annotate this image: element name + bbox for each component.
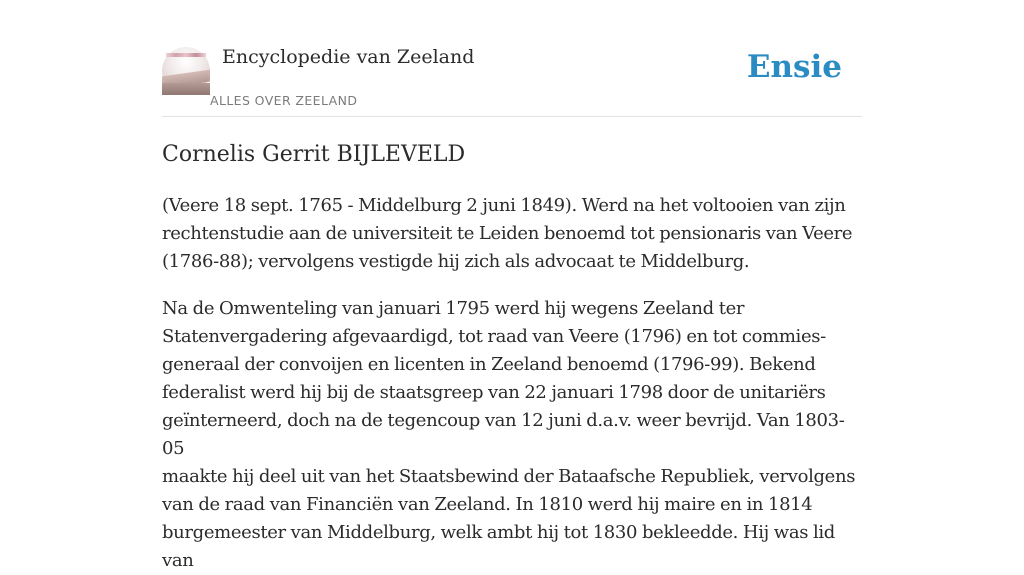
site-header <box>162 44 862 117</box>
paragraph-line: generaal der convoijen en licenten in Zeeland benoemd (1796-99). Bekend <box>162 354 816 375</box>
paragraph-line: rechtenstudie aan de universiteit te Leiden benoemd tot pensionaris van Veere <box>162 223 853 244</box>
article-content <box>162 138 862 575</box>
paragraph-line: burgemeester van Middelburg, welk ambt hij tot 1830 bekleedde. Hij was lid van <box>162 522 835 571</box>
paragraph-line: (Veere 18 sept. 1765 - Middelburg 2 juni 1849). Werd na het voltooien van zijn <box>162 195 846 216</box>
article-paragraph <box>162 192 862 276</box>
article-paragraph <box>162 295 862 575</box>
site-tagline: ALLES OVER ZEELAND <box>210 93 358 108</box>
paragraph-line: geïnterneerd, doch na de tegencoup van 12 juni d.a.v. weer bevrijd. Van 1803-05 <box>162 410 845 459</box>
avatar-detail <box>166 53 206 57</box>
paragraph-line: Statenvergadering afgevaardigd, tot raad van Veere (1796) en tot commies- <box>162 326 826 347</box>
avatar-detail <box>162 83 210 95</box>
paragraph-line: Na de Omwenteling van januari 1795 werd hij wegens Zeeland ter <box>162 298 745 319</box>
paragraph-line: federalist werd hij bij de staatsgreep van 22 januari 1798 door de unitariërs <box>162 382 826 403</box>
paragraph-line: maakte hij deel uit van het Staatsbewind der Bataafsche Republiek, vervolgens <box>162 466 856 487</box>
site-title-link[interactable]: Encyclopedie van Zeeland <box>222 46 475 68</box>
site-logo-avatar[interactable] <box>162 47 210 95</box>
page-title: Cornelis Gerrit BIJLEVELD <box>162 142 466 167</box>
paragraph-line: van de raad van Financiën van Zeeland. In 1810 werd hij maire en in 1814 <box>162 494 813 515</box>
ensie-brand-logo[interactable]: Ensie <box>746 49 842 85</box>
paragraph-line: (1786-88); vervolgens vestigde hij zich als advocaat te Middelburg. <box>162 251 750 272</box>
